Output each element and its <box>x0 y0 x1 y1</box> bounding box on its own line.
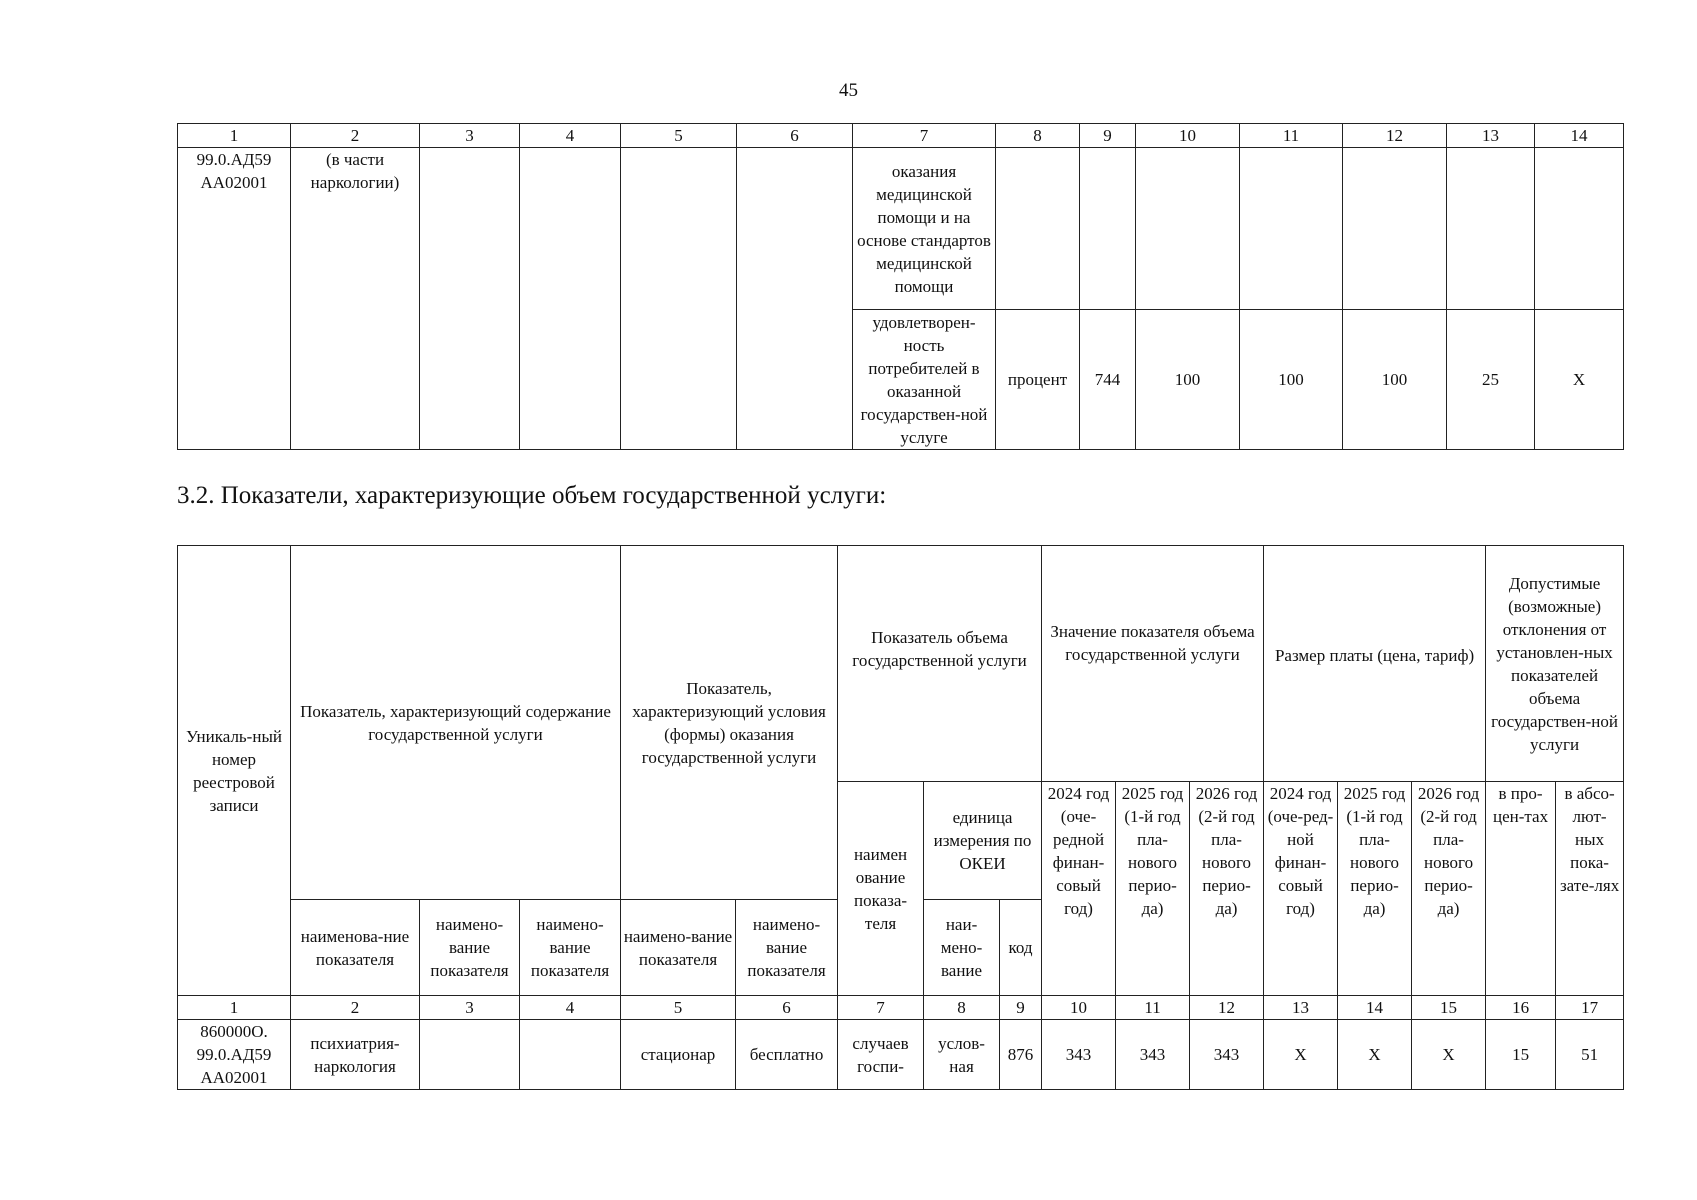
condition-form: стационар <box>621 1020 736 1090</box>
header-unit: единица измерения по ОКЕИ <box>924 782 1042 900</box>
col-num: 13 <box>1264 996 1338 1020</box>
col-num: 14 <box>1338 996 1412 1020</box>
continuation-table <box>177 123 1624 450</box>
col-num: 6 <box>737 124 853 148</box>
price-2026: Х <box>1412 1020 1486 1090</box>
header-deviation-absolute: в абсо-лют-ных пока-зате-лях <box>1556 782 1624 996</box>
quality-indicator-name: оказания медицинской помощи и на основе стандартов медицинской помощи <box>853 148 996 310</box>
header-deviation-percent: в про-цен-тах <box>1486 782 1556 996</box>
empty-cell <box>621 148 737 450</box>
header-indicator-name: наимено-вание показателя <box>736 900 838 996</box>
unit-code: 876 <box>1000 1020 1042 1090</box>
value-2025: 100 <box>1240 310 1343 450</box>
registry-code: 99.0.АД59 АА02001 <box>178 148 291 450</box>
deviation-percent: 15 <box>1486 1020 1556 1090</box>
col-num: 3 <box>420 124 520 148</box>
empty-cell <box>420 1020 520 1090</box>
header-indicator-name: наимено-вание показателя <box>621 900 736 996</box>
col-num: 11 <box>1240 124 1343 148</box>
header-unique-number: Уникаль-ный номер реестровой записи <box>178 546 291 996</box>
col-num: 14 <box>1535 124 1624 148</box>
unit-code: 744 <box>1080 310 1136 450</box>
header-volume-name: наимен ование показа-теля <box>838 782 924 996</box>
empty-cell <box>1447 148 1535 310</box>
header-price-2024: 2024 год (оче-ред-ной финан-совый год) <box>1264 782 1338 996</box>
col-num: 7 <box>838 996 924 1020</box>
page-number: 45 <box>839 80 858 101</box>
col-num: 2 <box>291 996 420 1020</box>
col-num: 9 <box>1000 996 1042 1020</box>
header-price: Размер платы (цена, тариф) <box>1264 546 1486 782</box>
col-num: 2 <box>291 124 420 148</box>
col-num: 3 <box>420 996 520 1020</box>
empty-cell <box>737 148 853 450</box>
condition-payment: бесплатно <box>736 1020 838 1090</box>
col-num: 15 <box>1412 996 1486 1020</box>
col-num: 8 <box>924 996 1000 1020</box>
header-content-indicator: Показатель, характеризующий содержание государственной услуги <box>291 546 621 900</box>
col-num: 4 <box>520 124 621 148</box>
header-price-2026: 2026 год (2-й год пла-нового перио-да) <box>1412 782 1486 996</box>
header-unit-name: наи-мено-вание <box>924 900 1000 996</box>
header-volume-indicator: Показатель объема государственной услуги <box>838 546 1042 782</box>
empty-cell <box>420 148 520 450</box>
empty-cell <box>1343 148 1447 310</box>
col-num: 12 <box>1343 124 1447 148</box>
header-indicator-name: наимено-вание показателя <box>420 900 520 996</box>
column-number-row <box>178 124 1624 148</box>
empty-cell <box>996 148 1080 310</box>
empty-cell <box>1080 148 1136 310</box>
col-num: 10 <box>1042 996 1116 1020</box>
registry-code: 860000О. 99.0.АД59 АА02001 <box>178 1020 291 1090</box>
price-2025: Х <box>1338 1020 1412 1090</box>
col-num: 13 <box>1447 124 1535 148</box>
deviation-absolute: Х <box>1535 310 1624 450</box>
col-num: 5 <box>621 996 736 1020</box>
quality-indicator-name: удовлетворен-ность потребителей в оказанной государствен-ной услуге <box>853 310 996 450</box>
col-num: 9 <box>1080 124 1136 148</box>
col-num: 1 <box>178 124 291 148</box>
col-num: 6 <box>736 996 838 1020</box>
col-num: 8 <box>996 124 1080 148</box>
unit-name: процент <box>996 310 1080 450</box>
deviation-percent: 25 <box>1447 310 1535 450</box>
header-deviation: Допустимые (возможные) отклонения от установлен-ных показателей объема государствен-ной услуги <box>1486 546 1624 782</box>
empty-cell <box>1535 148 1624 310</box>
empty-cell <box>1240 148 1343 310</box>
volume-name: случаев госпи- <box>838 1020 924 1090</box>
volume-indicators-table <box>177 545 1624 1090</box>
header-volume-value: Значение показателя объема государственной услуги <box>1042 546 1264 782</box>
col-num: 17 <box>1556 996 1624 1020</box>
header-conditions-indicator: Показатель, характеризующий условия (формы) оказания государственной услуги <box>621 546 838 900</box>
header-year-2025: 2025 год (1-й год пла-нового перио-да) <box>1116 782 1190 996</box>
col-num: 12 <box>1190 996 1264 1020</box>
empty-cell <box>520 1020 621 1090</box>
value-2026: 100 <box>1343 310 1447 450</box>
col-num: 11 <box>1116 996 1190 1020</box>
col-num: 10 <box>1136 124 1240 148</box>
content-note: (в части наркологии) <box>291 148 420 450</box>
empty-cell <box>520 148 621 450</box>
col-num: 1 <box>178 996 291 1020</box>
col-num: 4 <box>520 996 621 1020</box>
empty-cell <box>1136 148 1240 310</box>
price-2024: Х <box>1264 1020 1338 1090</box>
column-number-row <box>178 996 1624 1020</box>
value-2026: 343 <box>1190 1020 1264 1090</box>
header-year-2026: 2026 год (2-й год пла-нового перио-да) <box>1190 782 1264 996</box>
value-2024: 100 <box>1136 310 1240 450</box>
header-unit-code: код <box>1000 900 1042 996</box>
col-num: 16 <box>1486 996 1556 1020</box>
value-2024: 343 <box>1042 1020 1116 1090</box>
col-num: 5 <box>621 124 737 148</box>
header-indicator-name: наименова-ние показателя <box>291 900 420 996</box>
header-year-2024: 2024 год (оче-редной финан-совый год) <box>1042 782 1116 996</box>
value-2025: 343 <box>1116 1020 1190 1090</box>
header-indicator-name: наимено-вание показателя <box>520 900 621 996</box>
table-row <box>178 1020 1624 1090</box>
col-num: 7 <box>853 124 996 148</box>
content-value: психиатрия-наркология <box>291 1020 420 1090</box>
section-heading: 3.2. Показатели, характеризующие объем государственной услуги: <box>177 482 887 509</box>
unit-name: услов-ная <box>924 1020 1000 1090</box>
deviation-absolute: 51 <box>1556 1020 1624 1090</box>
header-price-2025: 2025 год (1-й год пла-нового перио-да) <box>1338 782 1412 996</box>
